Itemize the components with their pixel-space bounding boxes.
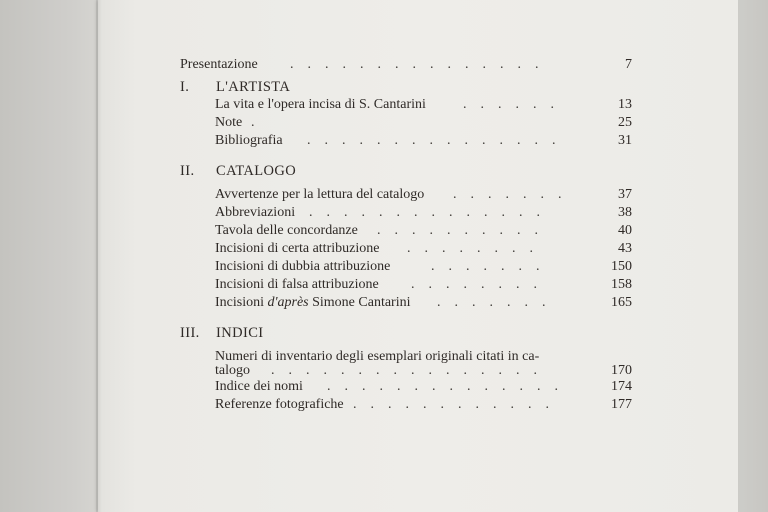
toc-entry-label: Note [215, 115, 243, 130]
leader-dots: . . . . . . . . . . . . . . [327, 379, 558, 394]
toc-entry-page: 25 [618, 115, 632, 130]
label-suffix: Simone Cantarini [308, 295, 411, 310]
toc-entry [215, 294, 632, 312]
section-title: CATALOGO [216, 163, 297, 179]
toc-entry-page: 37 [618, 187, 632, 202]
leader-dots: . . . . . . [463, 97, 554, 112]
toc-entry [215, 186, 632, 204]
toc-entry-page: 158 [611, 277, 632, 292]
leader-dots: . . . . . . . . . . . . . . . [307, 133, 556, 148]
leader-dots: . . . . . . . . . . . . . . . [290, 57, 539, 72]
toc-entry-label: Incisioni di falsa attribuzione [215, 277, 379, 292]
toc-entry-label: Incisioni di dubbia attribuzione [215, 259, 391, 274]
section-title: INDICI [216, 325, 264, 341]
toc-entry [215, 222, 632, 240]
toc-entry-label [215, 294, 411, 312]
toc-entry-page: 31 [618, 133, 632, 148]
toc-entry-label: Indice dei nomi [215, 379, 303, 394]
leader-dots: . . . . . . . . . . . . [353, 397, 549, 412]
toc-entry [215, 378, 632, 396]
toc-entry-label: Presentazione [180, 57, 258, 72]
section-heading-2 [180, 162, 480, 180]
leader-dots: . [251, 115, 255, 130]
toc-entry-page: 170 [611, 363, 632, 378]
toc-entry [215, 258, 632, 276]
toc-entry-label: Avvertenze per la lettura del catalogo [215, 187, 425, 202]
section-title: L'ARTISTA [216, 79, 291, 95]
toc-entry-page: 38 [618, 205, 632, 220]
toc-entry [215, 132, 632, 150]
section-numeral: I. [180, 79, 190, 95]
toc-entry-page: 43 [618, 241, 632, 256]
background-left [0, 0, 100, 512]
toc-entry-label: Incisioni di certa attribuzione [215, 241, 380, 256]
label-prefix: Incisioni [215, 295, 268, 310]
toc-entry [215, 204, 632, 222]
leader-dots: . . . . . . . [437, 295, 546, 310]
leader-dots: . . . . . . . . . . . . . . [309, 205, 540, 220]
toc-entry-page: 177 [611, 397, 632, 412]
toc-entry [215, 240, 632, 258]
toc-entry [215, 276, 632, 294]
toc-entry-label: Referenze fotografiche [215, 397, 344, 412]
toc-entry-page: 40 [618, 223, 632, 238]
leader-dots: . . . . . . . . . . [377, 223, 538, 238]
toc-entry-label: La vita e l'opera incisa di S. Cantarini [215, 97, 426, 112]
toc-entry [215, 114, 632, 132]
leader-dots: . . . . . . . [431, 259, 540, 274]
leader-dots: . . . . . . . . [407, 241, 533, 256]
section-numeral: III. [180, 325, 200, 341]
toc-entry [215, 396, 632, 414]
leader-dots: . . . . . . . . [411, 277, 537, 292]
section-heading-1 [180, 78, 480, 96]
toc-entry-presentazione [180, 56, 632, 74]
section-numeral: II. [180, 163, 195, 179]
section-heading-3 [180, 324, 480, 342]
toc-entry-label: Abbreviazioni [215, 205, 296, 220]
toc-entry-page: 13 [618, 97, 632, 112]
toc-entry-label: Numeri di inventario degli esemplari originali citati in ca- [215, 349, 540, 364]
toc-entry [215, 96, 632, 114]
toc-entry-label: Bibliografia [215, 133, 283, 148]
toc-entry-page: 7 [625, 57, 632, 72]
toc-entry-page: 174 [611, 379, 632, 394]
leader-dots: . . . . . . . [453, 187, 562, 202]
page-edge-shadow [96, 0, 102, 512]
toc-entry-label: Tavola delle concordanze [215, 223, 358, 238]
toc-entry-page: 150 [611, 259, 632, 274]
toc-entry-label: talogo [215, 363, 250, 378]
toc-entry-page: 165 [611, 295, 632, 310]
label-italic: d'après [267, 295, 309, 310]
leader-dots: . . . . . . . . . . . . . . . . [271, 363, 537, 378]
